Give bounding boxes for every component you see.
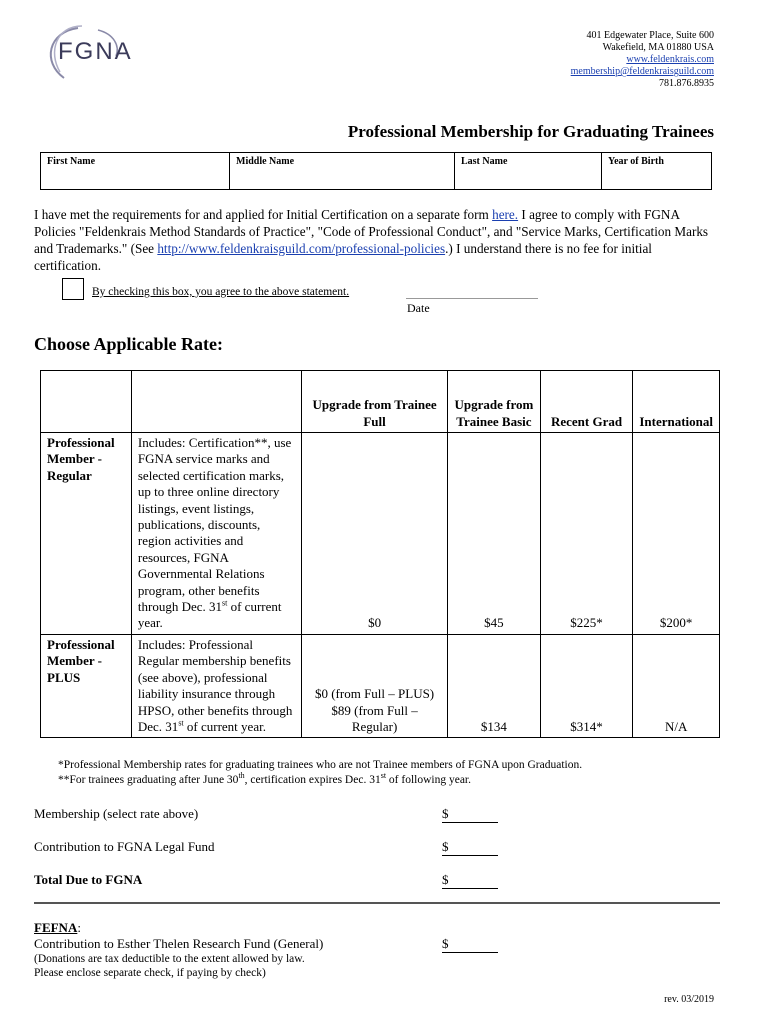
row-desc-regular: [131, 433, 301, 635]
rate-plus-international[interactable]: N/A: [633, 634, 720, 737]
rate-plus-upgrade-basic[interactable]: $134: [448, 634, 541, 737]
row-name-plus: Professional Member - PLUS: [41, 634, 132, 737]
legal-fund-label: Contribution to FGNA Legal Fund: [34, 839, 215, 854]
rate-regular-recent-grad[interactable]: $225*: [540, 433, 633, 635]
middle-name-label: Middle Name: [236, 156, 295, 167]
header-upgrade-basic: Upgrade from Trainee Basic: [448, 371, 541, 433]
name-fields-table: [40, 152, 712, 190]
email-link[interactable]: membership@feldenkraisguild.com: [570, 66, 714, 77]
desc-text-end: of current year.: [137, 599, 282, 631]
footnote-2-text-c: of following year.: [386, 774, 471, 786]
year-of-birth-field[interactable]: [602, 153, 712, 190]
fefna-note-2: Please enclose separate check, if paying by check): [34, 967, 266, 979]
date-label: Date: [407, 301, 430, 315]
research-fund-field[interactable]: $: [442, 936, 498, 953]
first-name-label: First Name: [47, 156, 96, 167]
website-link[interactable]: www.feldenkrais.com: [626, 54, 714, 65]
phone-number: 781.876.8935: [659, 78, 714, 89]
header-international: International: [633, 371, 720, 433]
footnote-2-text-b: , certification expires Dec. 31: [244, 774, 381, 786]
rate-plus-upgrade-full[interactable]: $0 (from Full – PLUS) $89 (from Full – Regular): [302, 634, 448, 737]
row-desc-plus: [131, 634, 301, 737]
footnote-2-sup-1: th: [238, 771, 245, 781]
revision-label: rev. 03/2019: [664, 994, 714, 1005]
statement-text-1: I have met the requirements for and applied for Initial Certification on a separate form: [34, 207, 493, 222]
table-row: [41, 433, 720, 635]
rate-regular-upgrade-full[interactable]: $0: [302, 433, 448, 635]
fefna-note: [34, 952, 305, 980]
rate-header-empty-1: [41, 371, 132, 433]
total-due-label: Total Due to FGNA: [34, 872, 143, 887]
fefna-heading-text: FEFNA: [34, 920, 78, 935]
section-divider: [34, 902, 720, 904]
address-line-1: 401 Edgewater Place, Suite 600: [586, 30, 714, 41]
footnote-1: *Professional Membership rates for graduating trainees who are not Trainee members of FGNA upon Graduation.: [58, 759, 583, 771]
membership-fee-label: Membership (select rate above): [34, 806, 199, 821]
rate-plus-recent-grad[interactable]: $314*: [540, 634, 633, 737]
table-row: [41, 634, 720, 737]
statement-text-2: I agree to comply with FGNA Policies "Feldenkrais Method Standards of Practice", "Code of Professional Conduct", and "Service Marks, Certification Marks and Trademarks." (See: [34, 207, 709, 256]
here-link[interactable]: here.: [492, 207, 519, 222]
footnotes: [58, 758, 582, 788]
header-upgrade-full: Upgrade from Trainee Full: [302, 371, 448, 433]
research-fund-label: Contribution to Esther Thelen Research Fund (General): [34, 936, 324, 951]
desc-text: Includes: Professional Regular membership benefits (see above), professional liability insurance through HPSO, other benefits through Dec. 31: [137, 636, 293, 734]
agree-checkbox[interactable]: [62, 278, 84, 300]
address-block: [571, 30, 714, 90]
rate-table: [40, 370, 720, 738]
address-line-2: Wakefield, MA 01880 USA: [602, 42, 714, 53]
legal-fund-field[interactable]: $: [442, 839, 498, 856]
footnote-2-sup-2: st: [380, 771, 387, 781]
rate-heading: Choose Applicable Rate:: [34, 334, 223, 354]
rate-regular-international[interactable]: $200*: [633, 433, 720, 635]
last-name-label: Last Name: [461, 156, 508, 167]
fefna-note-1: (Donations are tax deductible to the extent allowed by law.: [34, 953, 305, 965]
logo-wordmark: FGNA: [58, 38, 133, 65]
last-name-field[interactable]: [455, 153, 602, 190]
rate-header-empty-2: [131, 371, 301, 433]
page-title: Professional Membership for Graduating Trainees: [347, 122, 714, 141]
statement-text-3: .) I understand there is no fee for initial certification.: [34, 241, 652, 273]
rate-regular-upgrade-basic[interactable]: $45: [448, 433, 541, 635]
first-name-field[interactable]: [41, 153, 230, 190]
row-name-regular: Professional Member - Regular: [41, 433, 132, 635]
header-recent-grad: Recent Grad: [540, 371, 633, 433]
policies-link[interactable]: http://www.feldenkraisguild.com/professional-policies: [157, 241, 446, 256]
total-due-field[interactable]: $: [442, 872, 498, 889]
middle-name-field[interactable]: [230, 153, 455, 190]
date-field[interactable]: [406, 298, 538, 299]
desc-sup: st: [178, 718, 184, 728]
desc-sup: st: [222, 598, 228, 608]
fefna-colon: :: [77, 920, 81, 935]
year-of-birth-label: Year of Birth: [608, 156, 664, 167]
footnote-2: [58, 773, 582, 788]
fefna-heading: [34, 920, 81, 936]
desc-text: Includes: Certification**, use FGNA service marks and selected certification marks, up to three online directory listings, event listings, publications, discounts, region activities and resources, FGNA Governmental Relations program, other benefits through Dec. 31: [137, 435, 292, 615]
agree-checkbox-label: By checking this box, you agree to the above statement.: [92, 286, 350, 298]
certification-statement: [34, 206, 714, 274]
membership-fee-field[interactable]: $: [442, 806, 498, 823]
desc-text-end: of current year.: [183, 718, 266, 734]
footnote-2-text-a: **For trainees graduating after June 30: [58, 774, 239, 786]
